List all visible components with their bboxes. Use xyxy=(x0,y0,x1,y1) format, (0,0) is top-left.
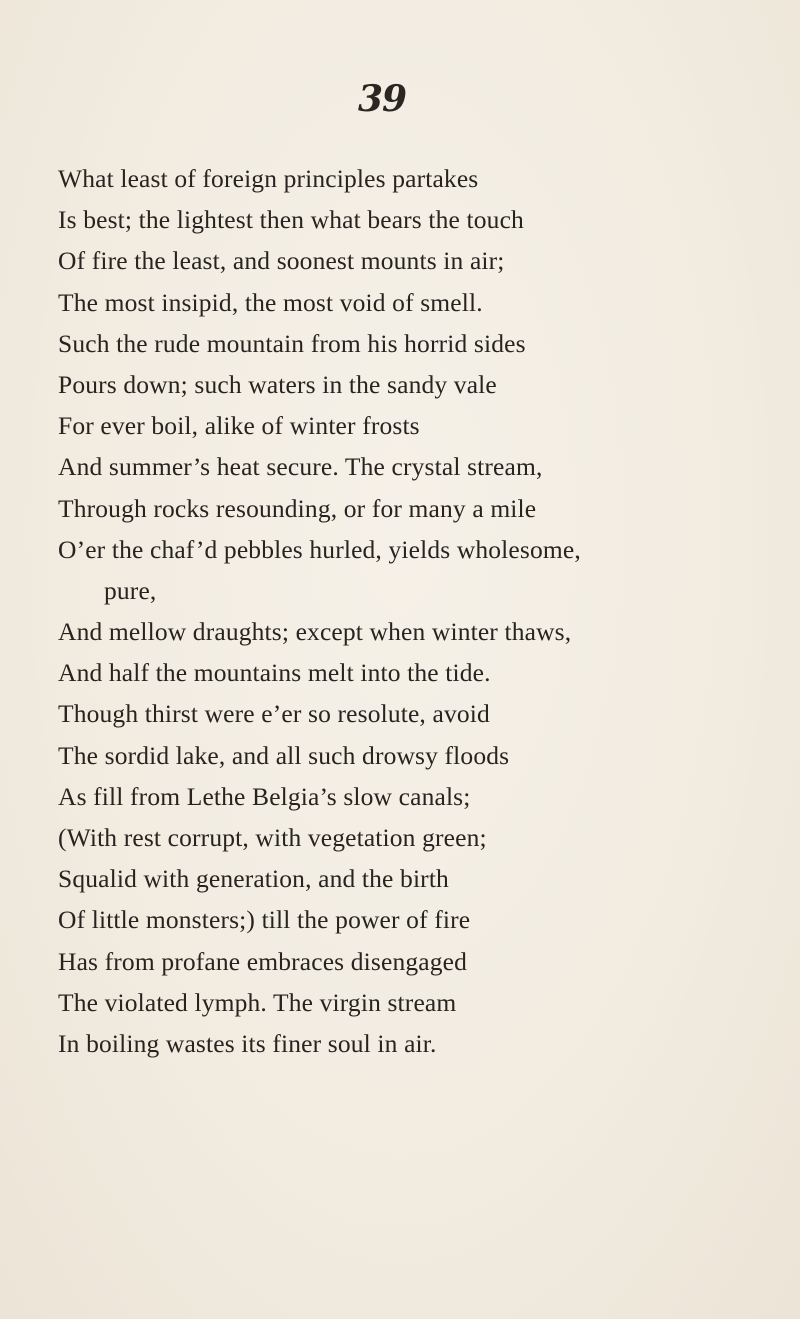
poem-line: O’er the chaf’d pebbles hurled, yields wholesome, xyxy=(58,534,581,564)
poem-line: The sordid lake, and all such drowsy floods xyxy=(58,740,510,770)
poem-line: And mellow draughts; except when winter thaws, xyxy=(58,617,572,647)
poem-line: As fill from Lethe Belgia’s slow canals; xyxy=(58,781,471,811)
poem-line: The most insipid, the most void of smell. xyxy=(58,287,483,317)
poem-line: Through rocks resounding, or for many a mile xyxy=(58,493,537,523)
poem-text xyxy=(58,158,581,1064)
poem-line: Such the rude mountain from his horrid sides xyxy=(58,328,526,358)
poem-line: Squalid with generation, and the birth xyxy=(58,864,449,894)
page-number: 39 xyxy=(357,78,407,120)
poem-line: And half the mountains melt into the tide. xyxy=(58,658,491,688)
poem-line: Pours down; such waters in the sandy vale xyxy=(58,369,497,399)
poem-line: What least of foreign principles partakes xyxy=(58,164,479,193)
poem-line: For ever boil, alike of winter frosts xyxy=(58,411,420,441)
poem-line: Though thirst were e’er so resolute, avoid xyxy=(58,699,490,729)
poem-line: Is best; the lightest then what bears the touch xyxy=(58,205,524,235)
poem-line: And summer’s heat secure. The crystal stream, xyxy=(58,452,543,482)
poem-line: In boiling wastes its finer soul in air. xyxy=(58,1028,437,1058)
poem-line: pure, xyxy=(104,575,157,605)
poem-line: The violated lymph. The virgin stream xyxy=(58,987,457,1017)
poem-line: Of fire the least, and soonest mounts in air; xyxy=(58,246,505,276)
poem-line: (With rest corrupt, with vegetation green; xyxy=(58,823,487,852)
poem-line: Of little monsters;) till the power of fire xyxy=(58,905,471,935)
poem-line: Has from profane embraces disengaged xyxy=(58,946,467,976)
